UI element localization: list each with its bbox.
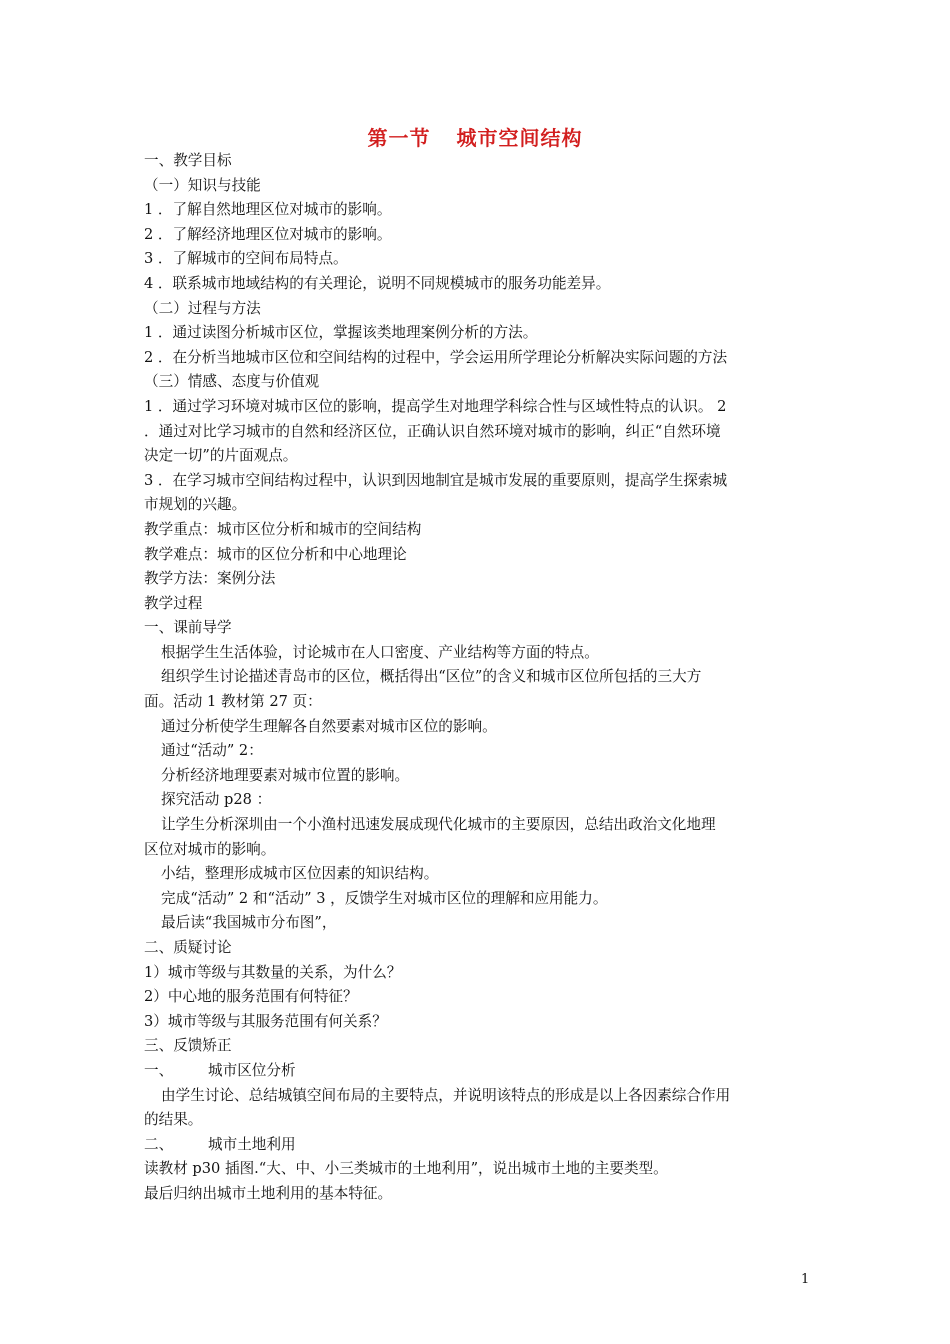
paragraph-line: 读教材 p30 插图.“大、中、小三类城市的土地利用”，说出城市土地的主要类型。 [144,1160,668,1178]
paragraph-line: 决定一切”的片面观点。 [144,447,298,465]
list-item: 2 ．了解经济地理区位对城市的影响。 [144,225,392,243]
list-item: 1 ．了解自然地理区位对城市的影响。 [144,201,392,219]
subheading-process: （二）过程与方法 [144,299,261,317]
title-section: 第一节 [367,126,431,150]
heading-pre-class: 一、课前导学 [144,619,232,637]
section-title: 城市区位分析 [208,1061,296,1079]
paragraph-line: 的结果。 [144,1111,203,1129]
heading-process: 教学过程 [144,594,203,612]
heading-objectives: 一、教学目标 [144,152,232,169]
title-topic: 城市空间结构 [456,126,583,150]
paragraph-line: 让学生分析深圳由一个小渔村迅速发展成现代化城市的主要原因，总结出政治文化地理 [161,816,716,834]
paragraph-line: 最后读“我国城市分布图”， [161,914,337,932]
document-body [144,149,812,1207]
paragraph-line: 面。活动 1 教材第 27 页： [144,693,322,711]
paragraph-line: 通过分析使学生理解各自然要素对城市区位的影响。 [161,717,497,735]
paragraph-line: 完成“活动” 2 和“活动” 3 ，反馈学生对城市区位的理解和应用能力。 [161,889,608,907]
page-number: 1 [801,1272,810,1287]
paragraph-line: 最后归纳出城市土地利用的基本特征。 [144,1184,393,1202]
paragraph-line: 市规划的兴趣。 [144,496,247,514]
subheading-attitude: （三）情感、态度与价值观 [144,373,320,391]
section-location-analysis [144,1059,812,1084]
paragraph-line: 根据学生生活体验，讨论城市在人口密度、产业结构等方面的特点。 [161,643,599,661]
list-item: 2 ．在分析当地城市区位和空间结构的过程中，学会运用所学理论分析解决实际问题的方法 [144,348,728,366]
paragraph-line: 由学生讨论、总结城镇空间布局的主要特点，并说明该特点的形成是以上各因素综合作用 [161,1086,731,1104]
key-points: 教学重点：城市区位分析和城市的空间结构 [144,520,422,538]
paragraph-line: 分析经济地理要素对城市位置的影响。 [161,766,410,784]
difficulties: 教学难点：城市的区位分析和中心地理论 [144,545,407,563]
heading-discussion: 二、质疑讨论 [144,939,232,956]
paragraph-line: 3 ．在学习城市空间结构过程中，认识到因地制宜是城市发展的重要原则，提高学生探索城 [144,471,728,489]
page-title [0,122,950,151]
list-item: 1 ．通过读图分析城市区位，掌握该类地理案例分析的方法。 [144,324,538,342]
paragraph-line: 通过“活动” 2： [161,742,263,760]
paragraph-line: 小结，整理形成城市区位因素的知识结构。 [161,865,439,883]
paragraph-line: ．通过对比学习城市的自然和经济区位，正确认识自然环境对城市的影响，纠正“自然环境 [144,422,721,440]
paragraph-line: 1 ．通过学习环境对城市区位的影响，提高学生对地理学科综合性与区域性特点的认识。 2 [144,397,727,415]
question-item: 3）城市等级与其服务范围有何关系？ [144,1012,387,1030]
paragraph-line: 组织学生讨论描述青岛市的区位，概括得出“区位”的含义和城市区位所包括的三大方 [161,668,702,686]
question-item: 2）中心地的服务范围有何特征？ [144,988,358,1006]
paragraph-line: 区位对城市的影响。 [144,840,276,858]
section-title: 城市土地利用 [208,1135,296,1153]
section-number: 一、 [144,1061,174,1079]
section-land-use [144,1133,812,1158]
teaching-method: 教学方法：案例分法 [144,570,276,588]
question-item: 1）城市等级与其数量的关系，为什么？ [144,963,402,981]
section-number: 二、 [144,1135,174,1153]
list-item: 3 ．了解城市的空间布局特点。 [144,250,348,268]
paragraph-line: 探究活动 p28 ： [161,791,272,809]
subheading-knowledge: （一）知识与技能 [144,176,261,194]
list-item: 4 ．联系城市地域结构的有关理论，说明不同规模城市的服务功能差异。 [144,274,611,292]
heading-feedback: 三、反馈矫正 [144,1037,232,1055]
